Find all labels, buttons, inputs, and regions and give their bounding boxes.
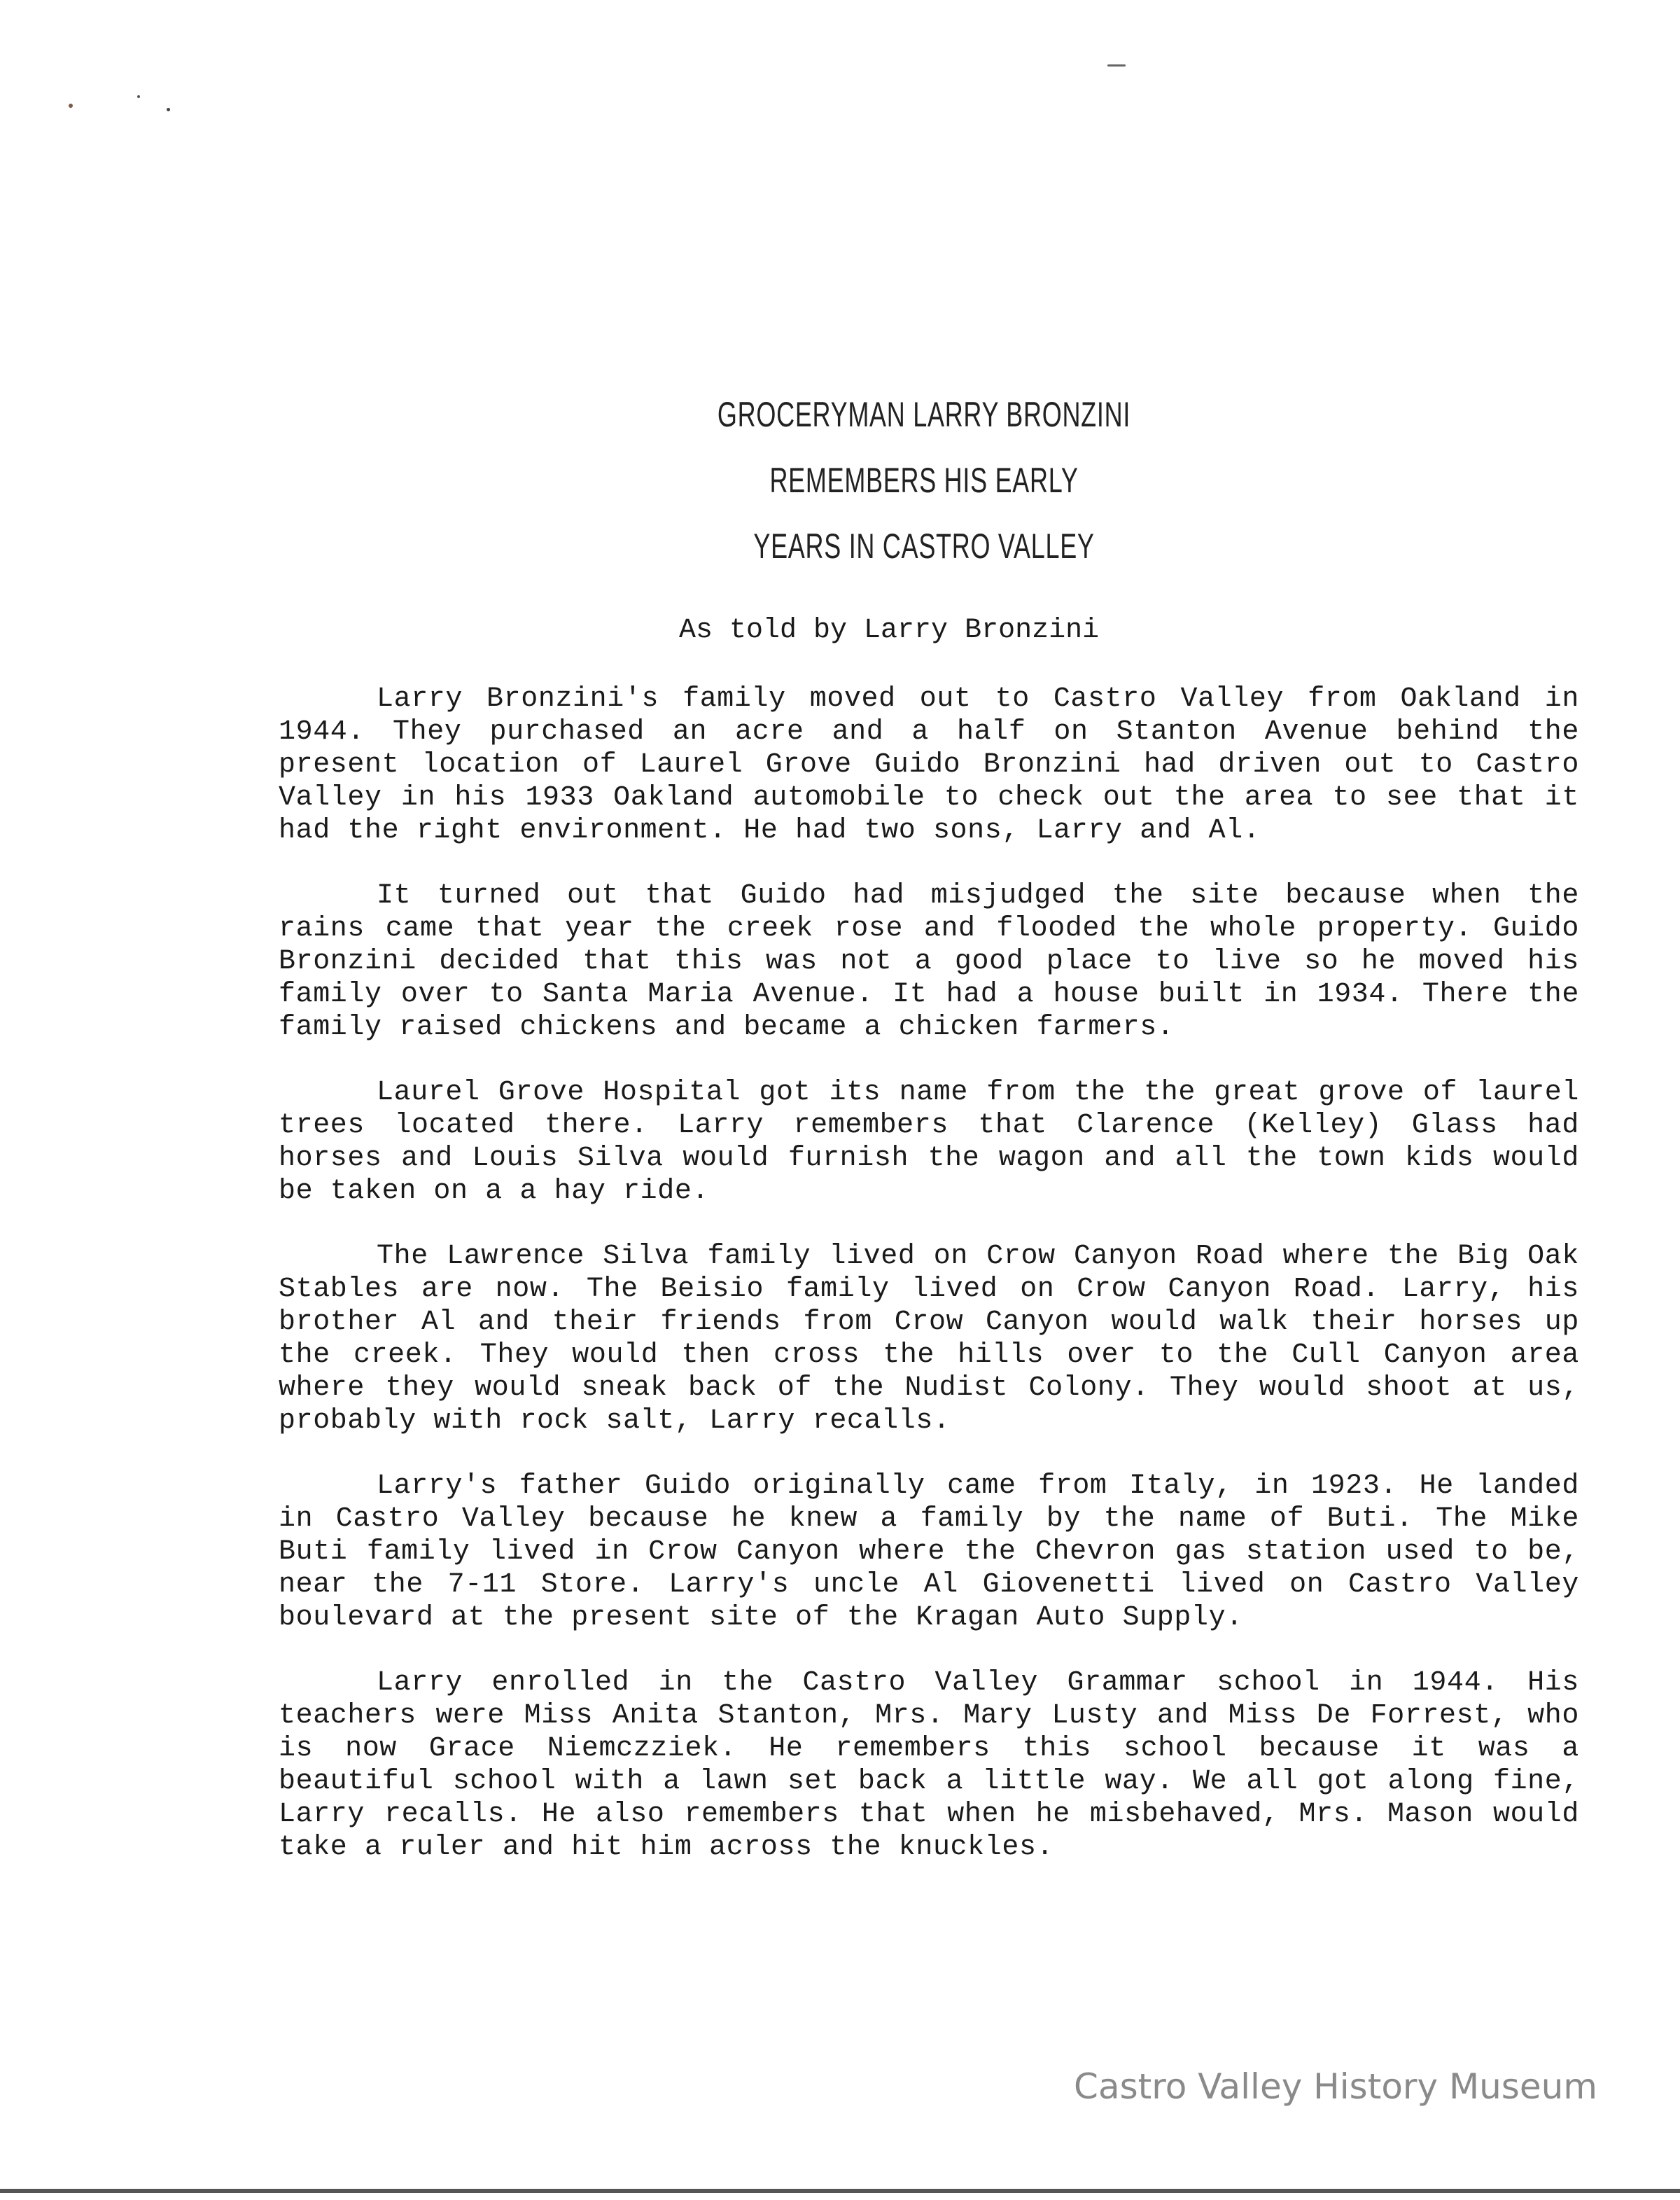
title-line-1: GROCERYMAN LARRY BRONZINI [717, 395, 1131, 434]
paragraph-5: Larry's father Guido originally came from Italy, in 1923. He landed in Castro Valley because he knew a family by the name of Buti. The Mike Buti family lived in Crow Canyon where the Chevron gas station used to be, near the 7-11 Store. Larry's uncle Al Giovenetti lived on Castro Valley boulevard at the present site of the Kragan Auto Supply. [279, 1470, 1579, 1634]
scan-edge [0, 2189, 1680, 2193]
title-line-3: YEARS IN CASTRO VALLEY [753, 527, 1095, 566]
museum-watermark: Castro Valley History Museum [1074, 2066, 1597, 2107]
paragraph-6: Larry enrolled in the Castro Valley Grammar school in 1944. His teachers were Miss Anita Stanton, Mrs. Mary Lusty and Miss De Forrest, who is now Grace Niemczziek. He remembers this school because it was a beautiful school with a lawn set back a little way. We all got along fine, Larry recalls. He also remembers that when he misbehaved, Mrs. Mason would take a ruler and hit him across the knuckles. [279, 1667, 1579, 1863]
paragraph-3: Laurel Grove Hospital got its name from the the great grove of laurel trees located there. Larry remembers that Clarence (Kelley) Glass had horses and Louis Silva would furnish the wagon and all the town kids would be taken on a a hay ride. [279, 1077, 1579, 1207]
paragraph-2: It turned out that Guido had misjudged the site because when the rains came that year the creek rose and flooded the whole property. Guido Bronzini decided that this was not a good place to live so he moved his family over to Santa Maria Avenue. It had a house built in 1934. There the family raised chickens and became a chicken farmers. [279, 880, 1579, 1043]
document-title [259, 382, 1469, 579]
title-line-2: REMEMBERS HIS EARLY [769, 461, 1079, 500]
paragraph-1: Larry Bronzini's family moved out to Castro Valley from Oakland in 1944. They purchased an acre and a half on Stanton Avenue behind the present location of Laurel Grove Guido Bronzini had driven out to Castro Valley in his 1933 Oakland automobile to check out the area to see that it had the right environment. He had two sons, Larry and Al. [279, 683, 1579, 847]
byline: As told by Larry Bronzini [679, 615, 1100, 646]
paper-speck [1107, 64, 1126, 67]
article-body [279, 683, 1579, 1864]
paper-speck [69, 104, 73, 108]
paper-speck [137, 95, 140, 98]
paragraph-4: The Lawrence Silva family lived on Crow Canyon Road where the Big Oak Stables are now. The Beisio family lived on Crow Canyon Road. Larry, his brother Al and their friends from Crow Canyon would walk their horses up the creek. They would then cross the hills over to the Cull Canyon area where they would sneak back of the Nudist Colony. They would shoot at us, probably with rock salt, Larry recalls. [279, 1241, 1579, 1437]
paper-speck [167, 108, 170, 111]
